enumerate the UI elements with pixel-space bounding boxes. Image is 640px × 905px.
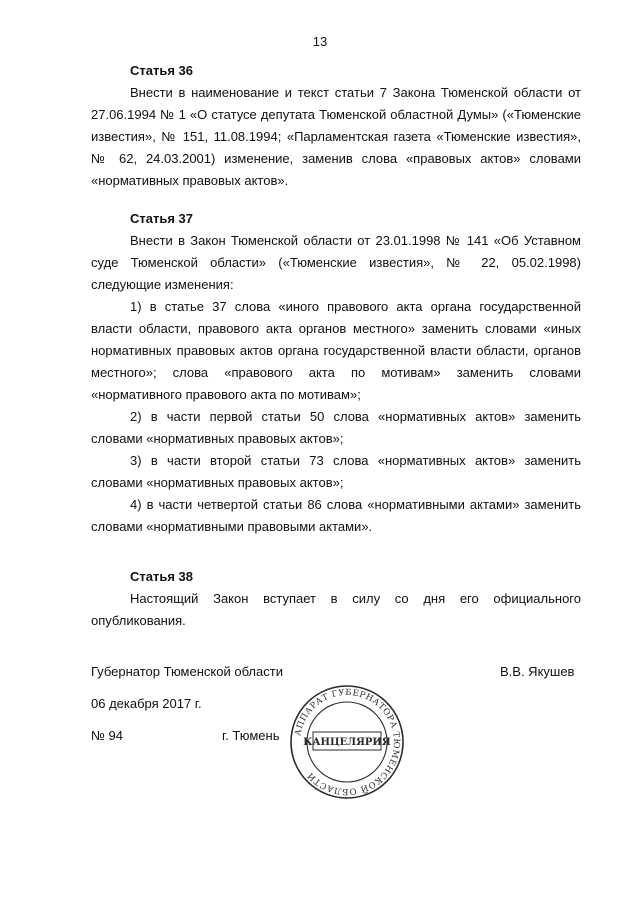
article-37	[91, 208, 581, 538]
document-number: № 94	[91, 728, 124, 743]
article-item-1: 1) в статье 37 слова «иного правового акта органа государственной власти области, правового акта органов местного» заменить словами «иных нормативных правовых актов органа государственной власти области, органов местного»; слова «правового акта по мотивам» заменить словами «нормативного правового акта по мотивам»;	[91, 299, 581, 402]
article-38	[91, 566, 581, 632]
article-item-3: 3) в части второй статьи 73 слова «нормативных актов» заменить словами «нормативных правовых актов»;	[91, 453, 581, 490]
stamp-center-text: КАНЦЕЛЯРИЯ	[303, 737, 391, 748]
signature-name: В.В. Якушев	[500, 664, 575, 679]
page-number: 13	[312, 34, 328, 49]
document-date: 06 декабря 2017 г.	[91, 696, 202, 711]
article-item-2: 2) в части первой статьи 50 слова «нормативных актов» заменить словами «нормативных правовых актов»;	[91, 409, 581, 446]
article-heading: Статья 37	[130, 211, 194, 226]
article-heading: Статья 38	[130, 569, 194, 584]
document-city: г. Тюмень	[222, 728, 280, 743]
stamp-ring-text: АППАРАТ ГУБЕРНАТОРА ТЮМЕНСКОЙ ОБЛАСТИ	[293, 687, 402, 797]
signature-position: Губернатор Тюменской области	[91, 664, 283, 679]
article-heading: Статья 36	[130, 63, 194, 78]
article-item-4: 4) в части четвертой статьи 86 слова «нормативными актами» заменить словами «нормативными правовыми актами».	[91, 497, 581, 534]
article-36	[91, 60, 581, 192]
article-paragraph: Настоящий Закон вступает в силу со дня его официального опубликования.	[91, 591, 581, 628]
chancellery-stamp	[287, 682, 407, 802]
article-paragraph: Внести в Закон Тюменской области от 23.01.1998 № 141 «Об Уставном суде Тюменской области» («Тюменские известия», № 22, 05.02.1998) следующие изменения:	[91, 233, 581, 292]
article-paragraph: Внести в наименование и текст статьи 7 Закона Тюменской области от 27.06.1994 № 1 «О статусе депутата Тюменской областной Думы» («Тюменские известия», № 151, 11.08.1994; «Парламентская газета «Тюменские известия», № 62, 24.03.2001) изменение, заменив слова «правовых актов» словами «нормативных правовых актов».	[91, 85, 581, 188]
